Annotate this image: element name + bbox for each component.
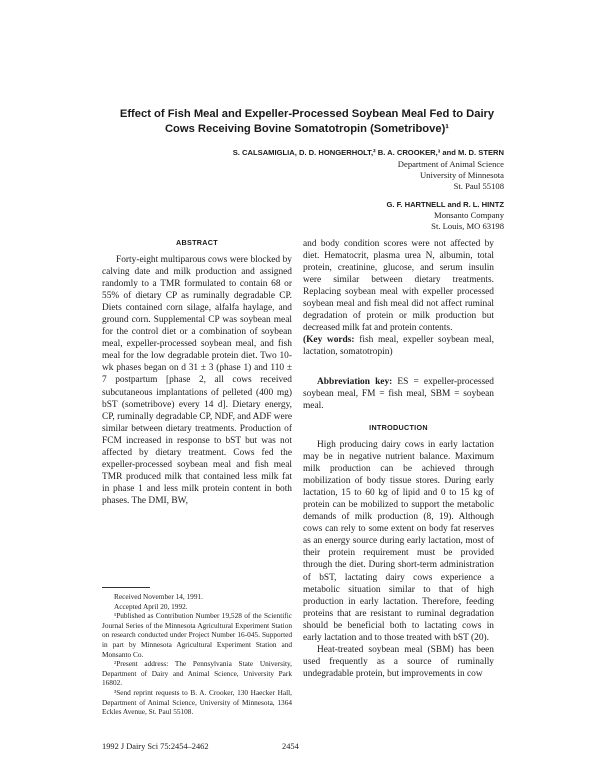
title-line-1: Effect of Fish Meal and Expeller-Processed Soybean Meal Fed to Dairy	[119, 108, 495, 120]
author-list-1: S. CALSAMIGLIA, D. D. HONGERHOLT,² B. A. CROOKER,³ and M. D. STERN	[232, 148, 504, 157]
keywords	[303, 334, 494, 358]
affiliation-1-line: St. Paul 55108	[453, 181, 504, 191]
journal-citation: 1992 J Dairy Sci 75:2454–2462	[102, 742, 209, 751]
accepted-date: Accepted April 20, 1992.	[114, 601, 188, 611]
abstract-paragraph: Forty-eight multiparous cows were blocked by calving date and milk production and assigned randomly to a TMR formulated to contain 68 or 55% of dietary CP as ruminally degradable CP. Diets contained corn silage, alfalfa haylage, and ground corn. Supplemental CP was soybean meal for the control diet or a combination of soybean meal, expeller-processed soybean meal, and fish meal for the low degradable protein diet. Two 10-wk phases began on d 31 ± 3 (phase 1) and 110 ± 7 postpartum [phase 2, all cows received subcutaneous implantations of pelleted (400 mg) bST (sometribove) every 14 d]. Dietary energy, CP, ruminally degradable CP, NDF, and ADF were similar between dietary treatments. Production of FCM increased in response to bST but was not affected by dietary treatment. Cows fed the expeller-processed soybean meal and fish meal TMR produced milk that contained less milk fat in phase 1 and less milk protein content in both phases. The DMI, BW,	[102, 255, 292, 506]
abstract-heading: ABSTRACT	[176, 238, 218, 247]
keywords-label: (Key words:	[303, 335, 355, 346]
introduction-heading: INTRODUCTION	[369, 423, 428, 432]
abbreviation-key	[303, 376, 494, 412]
received-date: Received November 14, 1991.	[114, 592, 203, 601]
footnote-1: ¹Published as Contribution Number 19,528 of the Scientific Journal Series of the Minnesota Agricultural Experiment Station on research conducted under Project Number 16-045. Supported in part by Minnesota Agricultural Experiment Station and Monsanto Co.	[102, 611, 292, 659]
article-title	[72, 107, 542, 137]
footnote-3: ³Send reprint requests to B. A. Crooker, 130 Haecker Hall, Department of Animal Science, University of Minnesota, 1364 Eckles Avenue, St. Paul 55108.	[102, 687, 292, 717]
affiliation-2-line: St. Louis, MO 63198	[431, 221, 504, 231]
abstract-continuation	[303, 238, 494, 358]
title-line-2: Cows Receiving Bovine Somatotropin (Sometribove)¹	[164, 123, 450, 135]
page-number: 2454	[282, 742, 299, 751]
footnotes	[102, 592, 292, 717]
abbreviation-label: Abbreviation key:	[317, 377, 393, 387]
affiliation-2	[431, 210, 504, 232]
introduction-body	[303, 439, 494, 680]
affiliation-1	[398, 159, 504, 192]
abbreviation-text: ES = expeller-processed soybean meal, FM = fish meal, SBM = soybean meal.	[303, 377, 494, 412]
keywords-text: fish meal, expeller soybean meal, lactation, somatotropin)	[303, 335, 494, 358]
abstract-continuation-text: and body condition scores were not affected by diet. Hematocrit, plasma urea N, albumin, total protein, creatinine, glucose, and serum insulin were similar between dietary treatments. Replacing soybean meal with expeller processed soybean meal and fish meal did not affect ruminal degradation of protein or milk production but decreased milk fat and protein contents.	[303, 239, 494, 334]
affiliation-1-line: University of Minnesota	[419, 170, 504, 180]
footnote-rule	[102, 587, 150, 588]
author-list-2: G. F. HARTNELL and R. L. HINTZ	[386, 200, 504, 209]
introduction-paragraph-1: High producing dairy cows in early lactation may be in negative nutrient balance. Maximum milk production can be achieved through mobilization of body tissue stores. During early lactation, 15 to 60 kg of lipid and 0 to 15 kg of protein can be mobilized to support the metabolic demands of milk production (8, 19). Although cows can rely to some extent on body fat reserves as an energy source during early lactation, most of their protein requirement must be provided through the diet. During short-term administration of bST, lactating dairy cows experience a metabolic situation similar to that of high production in early lactation. Therefore, feeding proteins that are resistant to ruminal degradation should be beneficial both to lactating cows in early lactation and to those treated with bST (20).	[303, 440, 494, 643]
footnote-2: ²Present address: The Pennsylvania State University, Department of Dairy and Animal Science, University Park 16802.	[102, 659, 292, 688]
affiliation-1-line: Department of Animal Science	[397, 159, 504, 169]
affiliation-2-line: Monsanto Company	[434, 210, 504, 220]
introduction-paragraph-2: Heat-treated soybean meal (SBM) has been used frequently as a source of ruminally undegradable protein, but improvements in cow	[303, 644, 494, 679]
abstract-body	[102, 254, 292, 507]
